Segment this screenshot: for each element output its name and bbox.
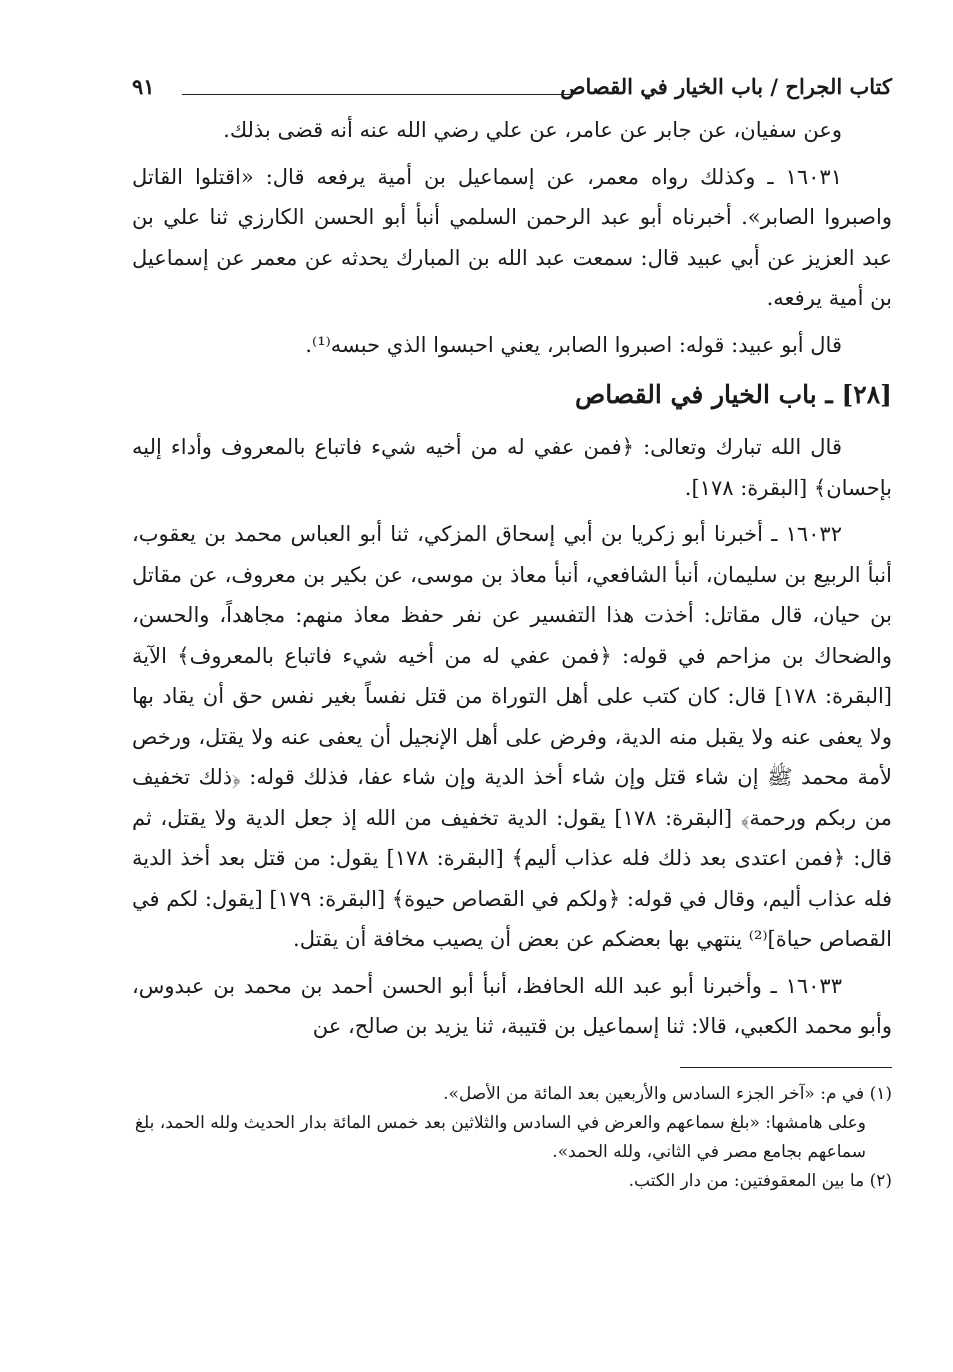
paragraph-quran-verse: قال الله تبارك وتعالى: ﴿فمن عفي له من أخيه شيء فاتباع بالمعروف وأداء إليه بإحسان﴾ [البقرة: ١٧٨]. bbox=[132, 435, 892, 500]
footnote-divider bbox=[680, 1067, 892, 1068]
paragraph-sufyan: وعن سفيان، عن جابر عن عامر، عن علي رضي الله عنه أنه قضى بذلك. bbox=[223, 118, 842, 142]
paragraph-hadith-16032: ١٦٠٣٢ ـ أخبرنا أبو زكريا بن أبي إسحاق المزكي، ثنا أبو العباس محمد بن يعقوب، أنبأ الربيع بن سليمان، أنبأ الشافعي، أنبأ معاذ بن موسى، عن بكير بن معروف، عن مقاتل بن حيان، قال مقاتل: أخذت هذا التفسير عن نفر حفظ معاذ منهم: مجاهداً، والحسن، والضحاك بن مزاحم في قوله: ﴿فمن عفي له من أخيه شيء فاتباع بالمعروف﴾ الآية [البقرة: ١٧٨] قال: كان كتب على أهل التوراة من قتل نفساً بغير نفس حق أن يقاد بها ولا يعفى عنه ولا يقبل منه الدية، وفرض على أهل الإنجيل أن يعفى عنه ولا يقتل، ورخص لأمة محمد ﷺ إن شاء قتل وإن شاء أخذ الدية وإن شاء عفا، فذلك قوله: ﴿ذلك تخفيف من ربكم ورحمة﴾ [البقرة: ١٧٨] يقول: الدية تخفيف من الله إذ جعل الدية ولا يقتل، ثم قال: ﴿فمن اعتدى بعد ذلك فله عذاب أليم﴾ [البقرة: ١٧٨] يقول: من قتل بعد أخذ الدية فله عذاب أليم، وقال في قوله: ﴿ولكم في القصاص حيوة﴾ [البقرة: ١٧٩] [يقول: لكم في القصاص حياة]⁽²⁾ ينتهي بها بعضكم عن بعض أن يصيب مخافة أن يقتل. bbox=[132, 522, 892, 951]
section-heading: [٢٨] ـ باب الخيار في القصاص bbox=[575, 380, 892, 409]
book-page bbox=[132, 66, 892, 1196]
paragraph-hadith-16033: ١٦٠٣٣ ـ وأخبرنا أبو عبد الله الحافظ، أنبأ أبو الحسن أحمد بن محمد بن عبدوس، وأبو محمد الكعبي، قالا: ثنا إسماعيل بن قتيبة، ثنا يزيد بن صالح، عن bbox=[132, 973, 892, 1038]
footnotes bbox=[132, 1080, 892, 1196]
header-rule bbox=[182, 94, 574, 95]
main-text bbox=[132, 110, 892, 1047]
footnote-1-continued: وعلى هامشها: «بلغ سماعهم والعرض في السادس والثلاثين بعد خمس المائة بدار الحديث ولله الحمد، بلغ سماعهم بجامع مصر في الثاني، ولله الحمد». bbox=[134, 1112, 866, 1162]
footnote-1: (١) في م: «آخر الجزء السادس والأربعين بعد المائة من الأصل». bbox=[443, 1083, 892, 1104]
paragraph-hadith-16031: ١٦٠٣١ ـ وكذلك رواه معمر، عن إسماعيل بن أمية يرفعه قال: «اقتلوا القاتل واصبروا الصابر». أخبرناه أبو عبد الرحمن السلمي أنبأ أبو الحسن الكارزي ثنا علي بن عبد العزيز عن أبي عبيد قال: سمعت عبد الله بن المبارك يحدثه عن معمر عن إسماعيل بن أمية يرفعه. bbox=[132, 164, 892, 310]
running-header-title: كتاب الجراح / باب الخيار في القصاص bbox=[560, 74, 892, 99]
footnote-2: (٢) ما بين المعقوفتين: من دار الكتب. bbox=[628, 1170, 892, 1191]
running-header bbox=[132, 66, 892, 110]
paragraph-abu-ubaid: قال أبو عبيد: قوله: اصبروا الصابر، يعني احبسوا الذي حبسه⁽¹⁾. bbox=[305, 332, 842, 357]
page-number: ٩١ bbox=[132, 74, 155, 99]
